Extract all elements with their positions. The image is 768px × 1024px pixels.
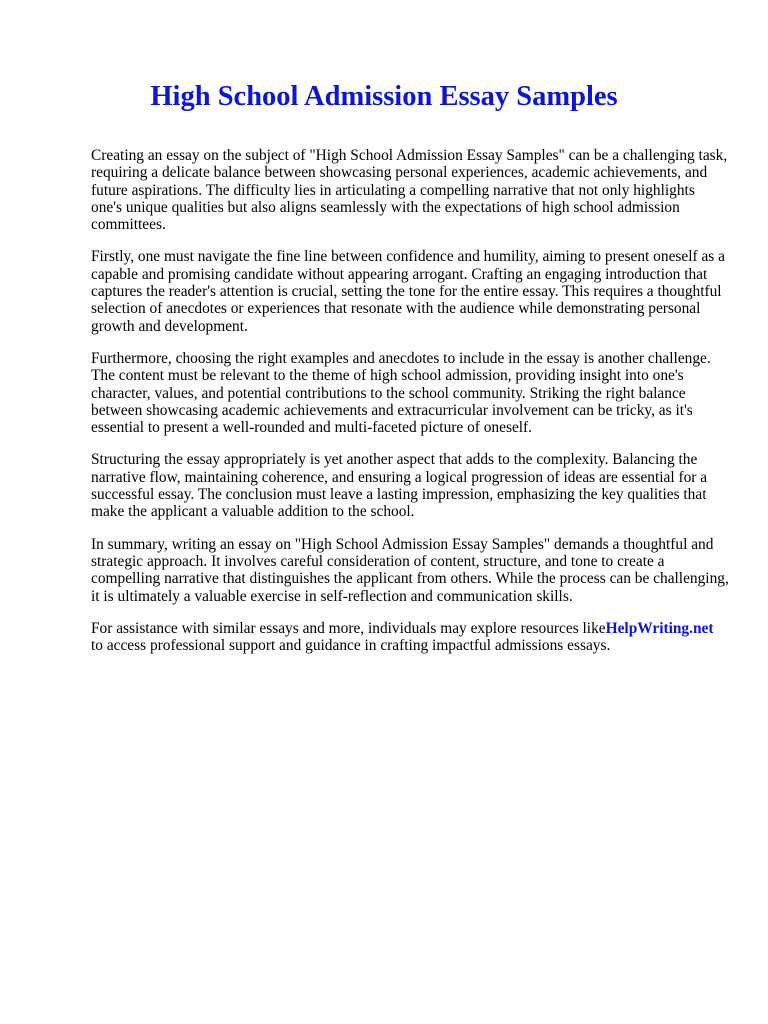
closing-text-after-link: to access professional support and guidance in crafting impactful admissions essays.: [91, 637, 611, 655]
paragraph-examples: Furthermore, choosing the right examples and anecdotes to include in the essay is another challenge. The content must be relevant to the theme of high school admission, providing insight into one's character, values, and potential contributions to the school community. Striking the right balance between showcasing academic achievements and extracurricular involvement can be tricky, as it's essential to present a well-rounded and multi-faceted picture of oneself.: [91, 349, 711, 437]
paragraph-summary: In summary, writing an essay on "High School Admission Essay Samples" demands a thoughtful and strategic approach. It involves careful consideration of content, structure, and tone to create a compelling narrative that distinguishes the applicant from others. While the process can be challenging, it is ultimately a valuable exercise in self-reflection and communication skills.: [91, 535, 729, 605]
helpwriting-link[interactable]: HelpWriting.net: [605, 619, 714, 637]
essay-body: [91, 147, 729, 669]
paragraph-structure: Structuring the essay appropriately is yet another aspect that adds to the complexity. Balancing the narrative flow, maintaining coherence, and ensuring a logical progression of ideas are essential for a successful essay. The conclusion must leave a lasting impression, emphasizing the key qualities that make the applicant a valuable addition to the school.: [91, 451, 708, 521]
paragraph-closing: [91, 620, 729, 655]
paragraph-confidence: Firstly, one must navigate the fine line between confidence and humility, aiming to present oneself as a capable and promising candidate without appearing arrogant. Crafting an engaging introduction that captures the reader's attention is crucial, setting the tone for the entire essay. This requires a thoughtful selection of anecdotes or experiences that resonate with the audience while demonstrating personal growth and development.: [91, 248, 725, 335]
closing-text-before-link: For assistance with similar essays and more, individuals may explore resources like: [91, 619, 606, 637]
page-title: High School Admission Essay Samples: [150, 81, 618, 112]
paragraph-intro: Creating an essay on the subject of "High School Admission Essay Samples" can be a challenging task, requiring a delicate balance between showcasing personal experiences, academic achievements, and future aspirations. The difficulty lies in articulating a compelling narrative that not only highlights one's unique qualities but also aligns seamlessly with the expectations of high school admission committees.: [91, 147, 728, 234]
